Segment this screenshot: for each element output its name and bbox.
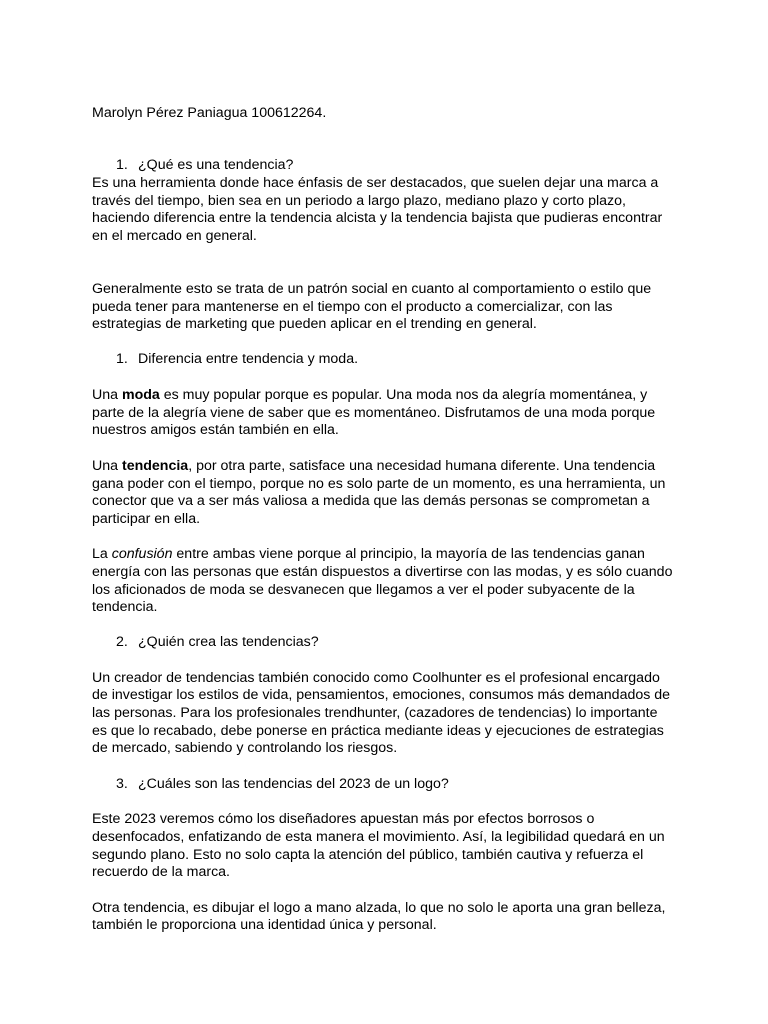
q1-paragraph-1-line: en el mercado en general. [92,228,257,244]
q2-paragraph-line: de mercado, sabiendo y controlando los riesgos. [92,740,398,756]
q1-paragraph-2-line: estrategias de marketing que pueden aplicar en el trending en general. [92,316,537,332]
q2-paragraph-line: las personas. Para los profesionales trendhunter, (cazadores de tendencias) lo importante [92,705,658,721]
tendencia-bold-term: tendencia [121,458,189,474]
tendencia-paragraph-line: conector que va a ser más valiosa a medida que las demás personas se comprometan a [92,493,650,509]
q2-paragraph-line: Un creador de tendencias también conocido como Coolhunter es el profesional encargado [92,670,660,686]
question-3-number: 3. [116,776,128,792]
author-line: Marolyn Pérez Paniagua 100612264. [92,105,327,121]
moda-prefix: Una [92,387,122,403]
tendencia-paragraph-first-line [92,458,655,476]
q2-paragraph-line: de investigar los estilos de vida, pensamientos, emociones, consumos más demandados de [92,687,671,703]
q1-paragraph-1-line: Es una herramienta donde hace énfasis de ser destacados, que suelen dejar una marca a [92,175,659,191]
q3-paragraph-1-line: Este 2023 veremos cómo los diseñadores apuestan más por efectos borrosos o [92,811,595,827]
q3-paragraph-1-line: desenfocados, enfatizando de esta manera el movimiento. Así, la legibilidad quedará en un [92,829,665,845]
confusion-prefix: La [92,546,112,562]
moda-rest: es muy popular porque es popular. Una moda nos da alegría momentánea, y [159,387,648,403]
q3-paragraph-2-line: también le proporciona una identidad única y personal. [92,917,437,933]
q3-paragraph-2-line: Otra tendencia, es dibujar el logo a mano alzada, lo que no solo le aporta una gran belleza, [92,900,666,916]
question-1b-number: 1. [116,351,128,367]
confusion-paragraph-line: tendencia. [92,599,158,615]
moda-paragraph-line: nuestros amigos están también en ella. [92,422,339,438]
confusion-italic-term: confusión [111,546,173,562]
q2-paragraph-line: es que lo recabado, debe ponerse en práctica mediante ideas y ejecuciones de estrategias [92,723,664,739]
confusion-paragraph-line: energía con las personas que están dispuestos a divertirse con las modas, y es sólo cuando [92,564,673,580]
confusion-paragraph-line: los aficionados de moda se desvanecen que llegamos a ver el poder subyacente de la [92,582,635,598]
question-3-text: ¿Cuáles son las tendencias del 2023 de un logo? [138,776,449,792]
q1-paragraph-2-line: Generalmente esto se trata de un patrón social en cuanto al comportamiento o estilo que [92,281,652,297]
tendencia-paragraph-line: participar en ella. [92,511,201,527]
q1-paragraph-1-line: través del tiempo, bien sea en un periodo a largo plazo, mediano plazo y corto plazo, [92,193,626,209]
moda-paragraph-first-line [92,387,647,405]
moda-paragraph-line: parte de la alegría viene de saber que es momentáneo. Disfrutamos de una moda porque [92,405,656,421]
question-1b-text: Diferencia entre tendencia y moda. [138,351,359,367]
question-1-text: ¿Qué es una tendencia? [138,157,294,173]
moda-bold-term: moda [121,387,160,403]
q1-paragraph-2-line: pueda tener para mantenerse en el tiempo con el producto a comercializar, con las [92,299,613,315]
tendencia-rest: , por otra parte, satisface una necesidad humana diferente. Una tendencia [188,458,656,474]
question-2-number: 2. [116,634,128,650]
question-2-text: ¿Quién crea las tendencias? [138,634,319,650]
tendencia-paragraph-line: gana poder con el tiempo, porque no es solo parte de un momento, es una herramienta, un [92,476,666,492]
confusion-paragraph-first-line [92,546,645,564]
q3-paragraph-1-line: segundo plano. Esto no solo capta la atención del público, también cautiva y refuerza el [92,847,644,863]
question-1-number: 1. [116,157,128,173]
confusion-rest: entre ambas viene porque al principio, la mayoría de las tendencias ganan [172,546,645,562]
q1-paragraph-1-line: haciendo diferencia entre la tendencia alcista y la tendencia bajista que pudieras encontrar [92,210,663,226]
tendencia-prefix: Una [92,458,122,474]
q3-paragraph-1-line: recuerdo de la marca. [92,864,231,880]
